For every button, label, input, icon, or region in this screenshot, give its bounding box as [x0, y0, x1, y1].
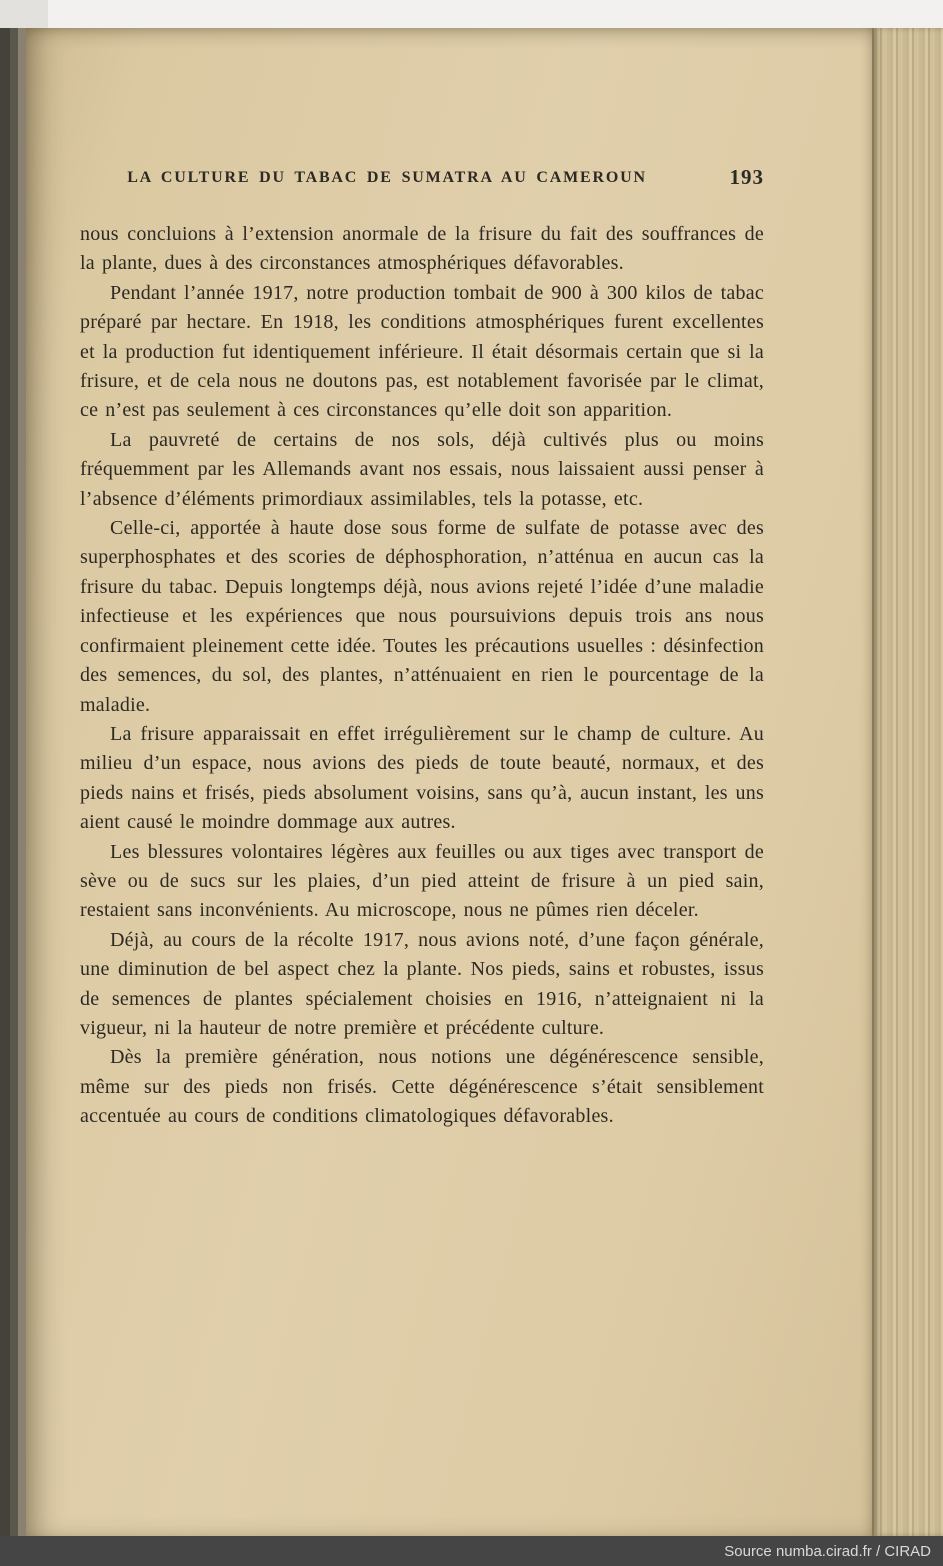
paragraph: Pendant l’année 1917, notre production tombait de 900 à 300 kilos de tabac préparé par hectare. En 1918, les conditions atmosphériques furent excellentes et la production fut identiquement inférieure. Il était désormais certain que si la frisure, et de cela nous ne doutons pas, est notablement favorisée par le climat, ce n’est pas seulement à ces circonstances qu’elle doit son apparition.: [80, 281, 764, 422]
source-attribution: Source numba.cirad.fr / CIRAD: [724, 1542, 931, 1560]
paragraph: La frisure apparaissait en effet irrégulièrement sur le champ de culture. Au milieu d’un espace, nous avions des pieds de toute beauté, normaux, et des pieds nains et frisés, pieds absolument voisins, sans qu’à, aucun instant, les uns aient causé le moindre dommage aux autres.: [80, 722, 764, 834]
footer-bar: [0, 1536, 943, 1566]
running-header: [80, 165, 764, 195]
paragraph: Dès la première génération, nous notions une dégénérescence sensible, même sur des pieds non frisés. Cette dégénérescence s’était sensiblement accentuée au cours de conditions climatologiques défavorables.: [80, 1046, 764, 1128]
running-header-title: LA CULTURE DU TABAC DE SUMATRA AU CAMEROUN: [127, 169, 647, 186]
paragraph: Les blessures volontaires légères aux feuilles ou aux tiges avec transport de sève ou de sucs sur les plaies, d’un pied atteint de frisure à un pied sain, restaient sans inconvénients. Au microscope, nous ne pûmes rien déceler.: [80, 840, 764, 922]
paragraph: Celle-ci, apportée à haute dose sous forme de sulfate de potasse avec des superphosphates et des scories de déphosphoration, n’atténua en aucun cas la frisure du tabac. Depuis longtemps déjà, nous avions rejeté l’idée d’une maladie infectieuse et les expériences que nous poursuivions depuis trois ans nous confirmaient pleinement cette idée. Toutes les précautions usuelles : désinfection des semences, du sol, des plantes, n’atténuaient en rien le pourcentage de la maladie.: [80, 517, 764, 716]
body-text: [80, 220, 764, 1132]
scan-top-margin: [0, 0, 943, 28]
page-paper: [26, 28, 872, 1536]
paragraph: Déjà, au cours de la récolte 1917, nous avions noté, d’une façon générale, une diminution de bel aspect chez la plante. Nos pieds, sains et robustes, issus de semences de plantes spécialement choisies en 1916, n’atteignaient ni la vigueur, ni la hauteur de notre première et précédente culture.: [80, 928, 764, 1039]
paragraph: La pauvreté de certains de nos sols, déjà cultivés plus ou moins fréquemment par les Allemands avant nos essais, nous laissaient aussi penser à l’absence d’éléments primordiaux assimilables, tels la potasse, etc.: [80, 428, 764, 510]
paragraph: nous concluions à l’extension anormale de la frisure du fait des souffrances de la plante, dues à des circonstances atmosphériques défavorables.: [80, 223, 764, 275]
page-number: 193: [729, 165, 764, 189]
page-edge-stack: [872, 28, 943, 1536]
book-gutter-shadow: [0, 28, 26, 1536]
